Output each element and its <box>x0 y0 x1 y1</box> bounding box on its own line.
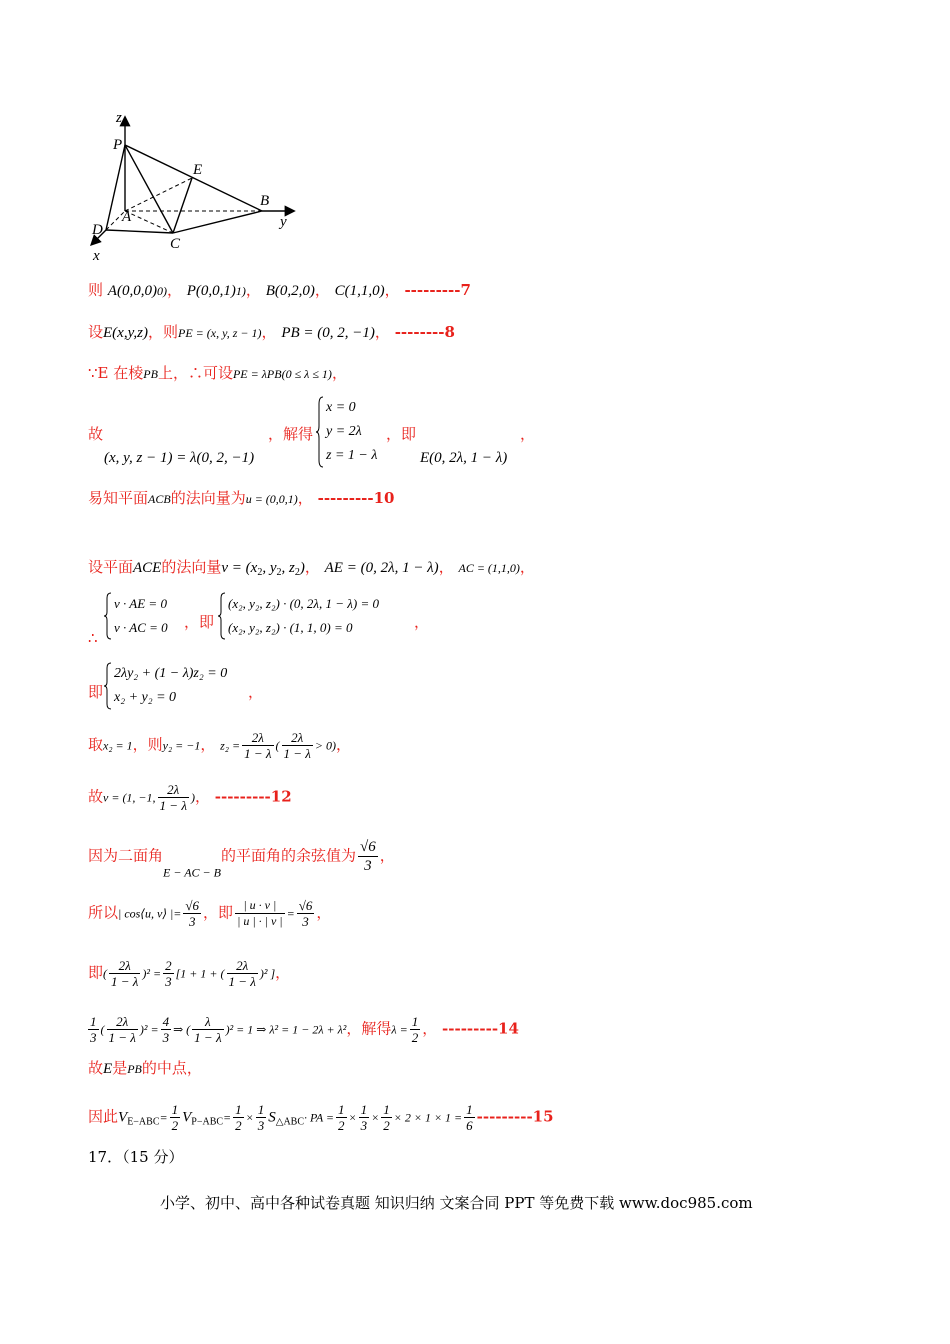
denominator: 1 − λ <box>111 974 139 989</box>
text: ， <box>200 735 216 754</box>
sep: ， <box>438 558 454 576</box>
math: PE = λPB(0 ≤ λ ≤ 1) <box>232 367 332 381</box>
numerator: 2λ <box>282 730 313 746</box>
brace-icon <box>104 662 112 710</box>
on-edge-line <box>88 363 347 384</box>
text: 的平面角的余弦值为 <box>221 846 357 865</box>
text: 因为二面角 <box>88 846 164 865</box>
text: 取 <box>88 735 104 754</box>
equation-line <box>88 958 290 989</box>
math: v = (x <box>221 560 258 576</box>
choose-values-line <box>88 730 351 761</box>
sep: ， <box>261 323 277 341</box>
coords-line <box>88 280 471 301</box>
math: | cos⟨u, v⟩ |= <box>118 906 182 921</box>
math: = <box>286 906 295 921</box>
denominator: 3 <box>165 974 172 989</box>
numerator: 2λ <box>107 1014 138 1030</box>
eq-row: z = 1 − λ <box>326 448 378 463</box>
score-mark: ---------12 <box>214 787 292 806</box>
math: z₂ = <box>220 738 241 753</box>
numerator: 1 <box>466 1102 473 1117</box>
text: ，解得 <box>268 425 314 443</box>
numerator: 2λ <box>158 782 189 798</box>
math: = <box>159 1110 168 1125</box>
text: ， <box>520 425 536 443</box>
score-mark: ---------14 <box>442 1019 519 1038</box>
vector-PE: PE = (x, y, z − 1) <box>178 326 262 340</box>
numerator: 1 <box>360 1102 368 1117</box>
fraction <box>359 1102 370 1133</box>
fraction <box>161 1014 172 1045</box>
text: 易知平面 <box>88 489 149 507</box>
denominator: | u | · | v | <box>237 914 283 928</box>
numerator: 1 <box>90 1014 97 1029</box>
sub: 2 <box>257 567 263 578</box>
pyramid-coordinate-figure <box>78 108 318 268</box>
vector-PB: PB = (0, 2, −1) <box>281 325 375 341</box>
label-x: x <box>93 248 100 264</box>
math: × <box>348 1110 357 1125</box>
denominator: 2 <box>383 1118 390 1133</box>
numerator: λ <box>192 1014 223 1030</box>
math: × 2 × 1 × 1 = <box>393 1110 463 1125</box>
math: × <box>245 1110 254 1125</box>
fraction <box>107 1014 138 1045</box>
text: ， <box>414 613 430 631</box>
fraction <box>183 898 201 929</box>
denominator: 1 − λ <box>194 1030 222 1045</box>
point-C: C(1,1,0) <box>334 283 385 299</box>
math: v = (1, −1, <box>103 790 156 805</box>
numerator: √6 <box>360 839 376 855</box>
fraction <box>158 782 189 813</box>
math: [1 + 1 + ( <box>175 966 225 981</box>
score-mark: ---------7 <box>404 281 471 299</box>
point-A: A(0,0,0) <box>107 283 157 299</box>
denominator: 3 <box>364 858 372 874</box>
sep: ， <box>519 558 535 576</box>
dot-system-b <box>218 592 379 640</box>
normal-v-line <box>88 557 535 583</box>
denominator: 1 − λ <box>244 746 272 761</box>
numerator: 4 <box>162 1014 170 1029</box>
numerator: 2λ <box>109 958 140 974</box>
math: > 0) <box>314 738 336 753</box>
math: ) <box>299 560 305 576</box>
math: )² ] <box>259 966 276 981</box>
numerator: 1 <box>235 1102 242 1117</box>
denominator: 1 − λ <box>283 746 311 761</box>
denominator: 1 − λ <box>159 798 187 813</box>
text: 上，∴可设 <box>157 364 233 382</box>
math: y₂ = −1 <box>162 738 201 753</box>
eq-row: v · AE = 0 <box>114 596 167 611</box>
brace-icon <box>316 396 324 468</box>
text: ，解得 <box>346 1019 392 1038</box>
denominator: 3 <box>90 1030 97 1045</box>
text: 即 <box>88 963 104 982</box>
denominator: 3 <box>188 914 196 929</box>
normal-u-line <box>88 488 395 509</box>
math: = <box>223 1110 232 1125</box>
math: ACE <box>133 560 162 576</box>
denominator: 3 <box>162 1030 170 1045</box>
text: ， <box>379 846 395 865</box>
sub: P−ABC <box>191 1116 224 1128</box>
math: V <box>182 1109 192 1126</box>
math: PB <box>143 367 158 381</box>
eq-row: v · AC = 0 <box>114 620 168 635</box>
denominator: 2 <box>235 1118 242 1133</box>
math: (x, y, z − 1) = λ(0, 2, −1) <box>104 450 255 466</box>
math-residue: 0) <box>156 284 167 298</box>
text: ， <box>336 735 352 754</box>
math: ( <box>100 1022 105 1037</box>
math: × <box>371 1110 380 1125</box>
fraction <box>227 958 258 989</box>
denominator: 3 <box>257 1118 265 1133</box>
math: E(0, 2λ, 1 − λ) <box>420 450 508 466</box>
fraction <box>170 1102 181 1133</box>
fraction <box>233 1102 244 1133</box>
denominator: 6 <box>466 1118 473 1133</box>
text: ，即 <box>203 903 234 922</box>
numerator: 1 <box>257 1102 265 1117</box>
text: 的法向量为 <box>170 489 246 507</box>
sub: 2 <box>276 567 282 578</box>
text: ， <box>275 963 291 982</box>
math: AC = (1,1,0) <box>458 561 520 575</box>
set-E-line <box>88 322 455 343</box>
text: ， <box>316 903 332 922</box>
text: ，即 <box>184 613 215 631</box>
sep: ， <box>245 281 261 299</box>
text: ，即 <box>386 425 417 443</box>
sep: ， <box>314 281 330 299</box>
edge-AC <box>125 211 173 233</box>
text: ， <box>297 489 313 507</box>
math: λ = <box>391 1022 408 1037</box>
math: )² = 1 ⇒ λ² = 1 − 2λ + λ² <box>225 1022 347 1037</box>
eq-row: (x₂, y₂, z₂) · (0, 2λ, 1 − λ) = 0 <box>228 596 380 611</box>
label-A: A <box>122 209 132 225</box>
math: E <box>103 1061 113 1077</box>
numerator: | u · v | <box>235 898 285 914</box>
fraction <box>464 1102 475 1133</box>
text: 设平面 <box>88 558 134 576</box>
denominator: 2 <box>411 1030 419 1045</box>
eq-row: 2λy₂ + (1 − λ)z₂ = 0 <box>114 666 228 681</box>
fraction <box>109 958 140 989</box>
text: 故 <box>88 787 104 806</box>
label-y: y <box>280 214 287 230</box>
text: 即 <box>88 683 104 701</box>
math: V <box>118 1109 128 1126</box>
text: 的法向量 <box>161 558 222 576</box>
score-mark: ---------10 <box>317 489 395 507</box>
text: ∵E 在棱 <box>88 364 144 382</box>
eq-row: (x₂, y₂, z₂) · (1, 1, 0) = 0 <box>228 620 353 635</box>
fraction <box>88 1014 99 1045</box>
sub: △ABC <box>275 1116 305 1128</box>
label-B: B <box>260 193 270 209</box>
math: ACB <box>148 492 171 506</box>
math: PB <box>127 1062 142 1076</box>
label-C: C <box>170 236 181 252</box>
fraction <box>297 898 315 929</box>
label-E: E <box>193 162 203 178</box>
fraction <box>282 730 313 761</box>
denominator: 3 <box>302 914 309 929</box>
denominator: 3 <box>360 1118 368 1133</box>
math: u = (0,0,1) <box>245 492 298 506</box>
point-E: E(x,y,z) <box>103 325 148 341</box>
sep: ， <box>374 323 390 341</box>
volume-line <box>88 1102 554 1133</box>
math: )² = <box>139 1022 159 1037</box>
score-mark: ---------15 <box>476 1107 554 1126</box>
text: ， <box>194 787 210 806</box>
math: ( <box>275 738 280 753</box>
math: S <box>268 1109 276 1126</box>
math-residue: 1) <box>235 284 246 298</box>
numerator: 1 <box>338 1102 345 1117</box>
math: ⇒ ( <box>173 1022 191 1037</box>
text: ， <box>331 364 347 382</box>
eq-row: y = 2λ <box>326 424 362 439</box>
edge-PC <box>125 145 173 233</box>
eq-row: x₂ + y₂ = 0 <box>114 690 177 705</box>
sub: E−ABC <box>127 1116 160 1128</box>
math: · PA = <box>304 1110 335 1125</box>
fraction <box>256 1102 267 1133</box>
dihedral-line <box>88 838 395 883</box>
therefore-symbol: ∴ <box>88 629 98 647</box>
dot-system-a <box>104 592 168 640</box>
text: 是 <box>112 1059 128 1077</box>
point-B: B(0,2,0) <box>265 283 315 299</box>
brace-icon <box>218 592 226 640</box>
math: ( <box>103 966 108 981</box>
text: 故 <box>88 1059 104 1077</box>
point-P: P(0,0,1) <box>186 283 236 299</box>
numerator: 1 <box>411 1014 419 1029</box>
brace-icon <box>104 592 112 640</box>
edge-CB <box>173 211 262 233</box>
math: E − AC − B <box>163 865 221 880</box>
denominator: 1 − λ <box>228 974 256 989</box>
fraction <box>242 730 273 761</box>
cosine-line <box>88 898 331 929</box>
numerator: √6 <box>185 898 200 913</box>
denominator: 2 <box>338 1118 345 1133</box>
denominator: 1 − λ <box>108 1030 136 1045</box>
vector-v <box>221 560 304 576</box>
fraction <box>192 1014 223 1045</box>
solve-lambda-line <box>88 1014 519 1045</box>
text: 的中点， <box>141 1059 202 1077</box>
text: ， <box>248 683 264 701</box>
numerator: 1 <box>171 1102 179 1117</box>
text: 所以 <box>88 903 119 922</box>
fraction <box>163 958 174 989</box>
sub: 2 <box>294 567 300 578</box>
vector-v-result-line <box>88 782 292 813</box>
numerator: 2 <box>165 958 172 973</box>
numerator: √6 <box>298 898 313 913</box>
sep: ， <box>304 558 320 576</box>
page-footer: 小学、初中、高中各种试卷真题 知识归纳 文案合同 PPT 等免费下载 www.doc985.com <box>160 1194 753 1212</box>
math: x₂ = 1 <box>103 738 133 753</box>
solution-system <box>316 396 377 468</box>
midpoint-line <box>88 1058 202 1079</box>
text: 设 <box>88 323 104 341</box>
fraction <box>358 838 378 875</box>
text: ，则 <box>148 323 179 341</box>
sep: ， <box>384 281 400 299</box>
label-D: D <box>92 222 103 238</box>
text: 故 <box>88 425 104 443</box>
math: , z <box>281 560 295 576</box>
math: ) <box>190 790 195 805</box>
fraction <box>336 1102 347 1133</box>
text: 则 <box>88 281 104 299</box>
sep: ， <box>166 281 182 299</box>
text: ，则 <box>132 735 163 754</box>
math: , y <box>262 560 277 576</box>
math: )² = <box>142 966 162 981</box>
score-mark: --------8 <box>394 323 455 341</box>
denominator: 2 <box>171 1118 179 1133</box>
text: ， <box>422 1019 438 1038</box>
text: 因此 <box>88 1107 119 1126</box>
simplified-system <box>104 662 227 710</box>
numerator: 2λ <box>227 958 258 974</box>
question-17-heading: 17．（15 分） <box>88 1148 184 1166</box>
edge-DC <box>106 230 173 233</box>
eq-row: x = 0 <box>326 400 356 415</box>
fraction <box>235 898 285 929</box>
fraction <box>410 1014 421 1045</box>
fraction <box>381 1102 392 1133</box>
label-P: P <box>113 137 123 153</box>
numerator: 2λ <box>242 730 273 746</box>
math: AE = (0, 2λ, 1 − λ) <box>324 560 439 576</box>
numerator: 1 <box>383 1102 390 1117</box>
label-z: z <box>116 110 122 126</box>
